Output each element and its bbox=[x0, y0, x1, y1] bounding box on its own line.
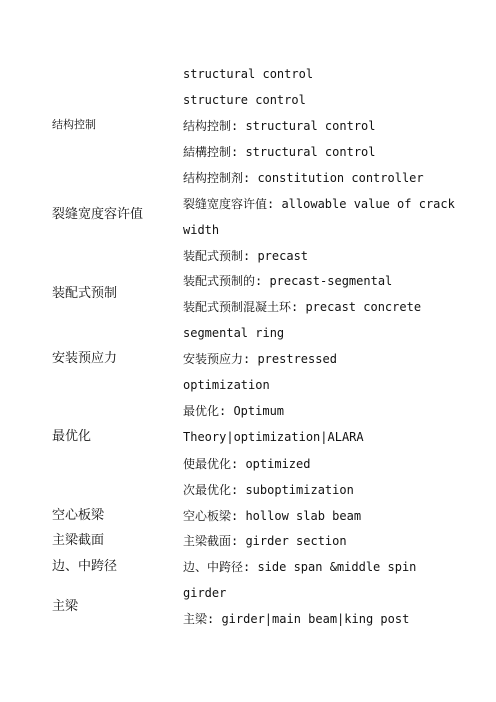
definition-line: optimization bbox=[183, 378, 270, 392]
definition-line: 主梁截面: girder section bbox=[183, 534, 347, 548]
definition-line: width bbox=[183, 223, 220, 237]
definition-line: 边、中跨径: side span &middle spin bbox=[183, 560, 417, 574]
term-precast: 装配式预制 bbox=[52, 286, 118, 301]
term-prestressed: 安装预应力 bbox=[52, 351, 118, 366]
definition-line: 次最优化: suboptimization bbox=[183, 483, 354, 497]
term-optimization: 最优化 bbox=[52, 429, 92, 444]
definition-line: 裂缝宽度容许值: allowable value of crack bbox=[183, 197, 455, 211]
definition-line: 装配式预制的: precast-segmental bbox=[183, 274, 393, 288]
definition-line: 最优化: Optimum bbox=[183, 404, 285, 418]
term-girder-section: 主梁截面 bbox=[52, 533, 105, 548]
definition-line: Theory|optimization|ALARA bbox=[183, 430, 364, 444]
term-girder: 主梁 bbox=[52, 599, 79, 614]
definition-line: 安装预应力: prestressed bbox=[183, 352, 337, 366]
definition-line: structural control bbox=[183, 67, 314, 81]
term-crack-width: 裂缝宽度容许值 bbox=[52, 207, 144, 222]
definition-line: 主梁: girder|main beam|king post bbox=[183, 612, 410, 626]
definition-line: 装配式预制: precast bbox=[183, 249, 309, 263]
definition-line: 空心板梁: hollow slab beam bbox=[183, 509, 362, 523]
term-side-middle-span: 边、中跨径 bbox=[52, 559, 118, 574]
definition-line: 使最优化: optimized bbox=[183, 457, 311, 471]
definition-line: 装配式预制混凝土环: precast concrete bbox=[183, 300, 422, 314]
definition-line: segmental ring bbox=[183, 326, 285, 340]
definition-line: 结构控制: structural control bbox=[183, 119, 376, 133]
definition-line: girder bbox=[183, 586, 227, 600]
definition-line: 結構控制: structural control bbox=[183, 145, 376, 159]
definition-line: 结构控制剂: constitution controller bbox=[183, 171, 424, 185]
term-structural-control: 结构控制 bbox=[52, 118, 96, 131]
definition-line: structure control bbox=[183, 93, 306, 107]
term-hollow-slab-beam: 空心板梁 bbox=[52, 508, 105, 523]
